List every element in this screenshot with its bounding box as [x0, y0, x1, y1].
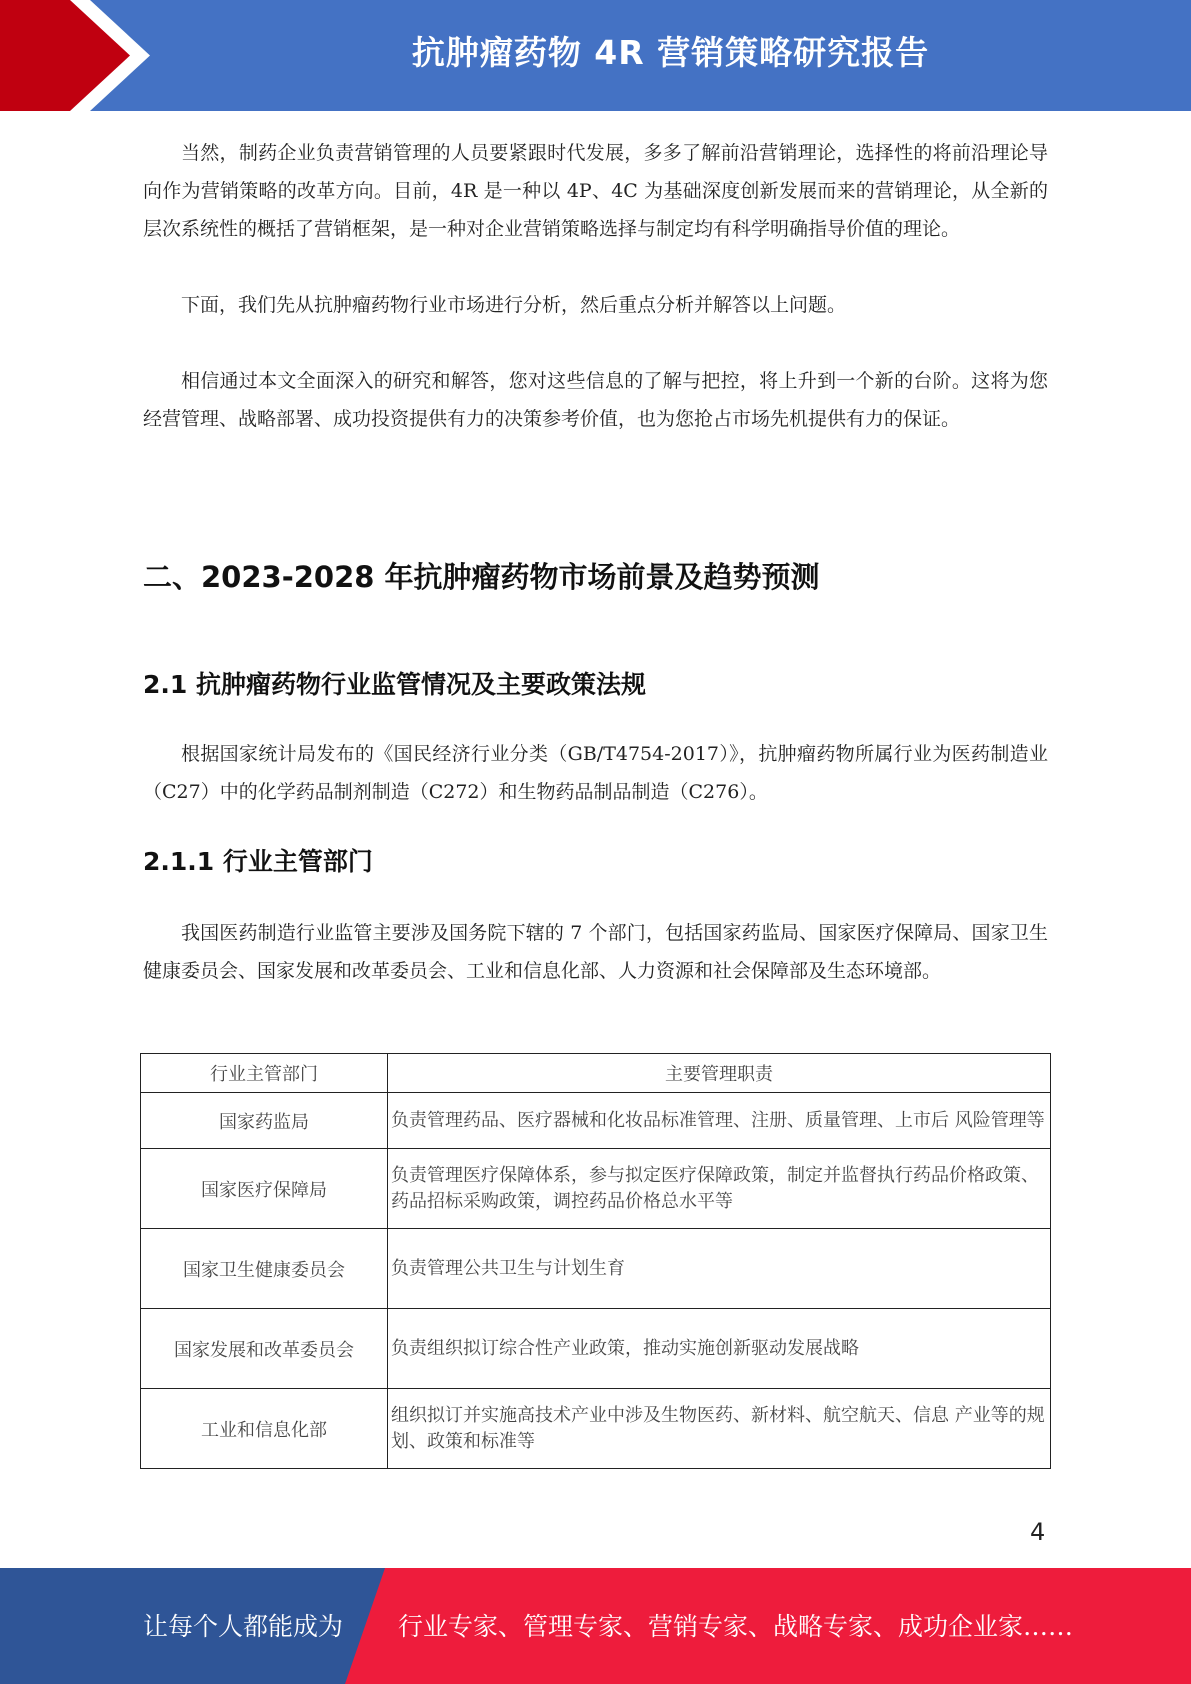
- table-cell-duty: 负责组织拟订综合性产业政策，推动实施创新驱动发展战略: [388, 1309, 1051, 1389]
- table-cell-dept: 国家卫生健康委员会: [141, 1229, 388, 1309]
- paragraph-regulators: 我国医药制造行业监管主要涉及国务院下辖的 7 个部门，包括国家药监局、国家医疗保障局、国家卫生健康委员会、国家发展和改革委员会、工业和信息化部、人力资源和社会保障部及生态环境部。: [143, 922, 1048, 982]
- table-cell-dept: 国家发展和改革委员会: [141, 1309, 388, 1389]
- table-cell-dept: 工业和信息化部: [141, 1389, 388, 1469]
- table-cell-dept: 国家药监局: [141, 1093, 388, 1149]
- table-header-row: [141, 1054, 1051, 1093]
- regulator-table: [140, 1053, 1051, 1469]
- chevron-arrow-icon: [0, 0, 150, 111]
- page-footer: [0, 1568, 1191, 1684]
- table-row: [141, 1149, 1051, 1229]
- intro-section: [143, 134, 1048, 438]
- table-row: [141, 1389, 1051, 1469]
- table-row: [141, 1229, 1051, 1309]
- table-cell-dept: 国家医疗保障局: [141, 1149, 388, 1229]
- paragraph-analysis-plan: 下面，我们先从抗肿瘤药物行业市场进行分析，然后重点分析并解答以上问题。: [181, 294, 847, 316]
- table-header-dept: 行业主管部门: [141, 1054, 388, 1093]
- footer-slogan-left: 让每个人都能成为: [143, 1612, 344, 1641]
- table-header-duty: 主要管理职责: [388, 1054, 1051, 1093]
- report-title: 抗肿瘤药物 4R 营销策略研究报告: [411, 33, 930, 72]
- table-cell-duty: 组织拟订并实施高技术产业中涉及生物医药、新材料、航空航天、信息 产业等的规划、政策和标准等: [388, 1389, 1051, 1469]
- table-row: [141, 1093, 1051, 1149]
- table-cell-duty: 负责管理公共卫生与计划生育: [388, 1229, 1051, 1309]
- paragraph-industry-classification: 根据国家统计局发布的《国民经济行业分类（GB/T4754-2017）》，抗肿瘤药物所属行业为医药制造业（C27）中的化学药品制剂制造（C272）和生物药品制品制造（C276）。: [143, 743, 1048, 803]
- paragraph-marketing-theory: 当然，制药企业负责营销管理的人员要紧跟时代发展，多多了解前沿营销理论，选择性的将前沿理论导向作为营销策略的改革方向。目前，4R 是一种以 4P、4C 为基础深度创新发展而来的营销理论，从全新的层次系统性的概括了营销框架，是一种对企业营销策略选择与制定均有科学明确指导价值的理论。: [143, 142, 1048, 240]
- table-cell-duty: 负责管理药品、医疗器械和化妆品标准管理、注册、质量管理、上市后 风险管理等: [388, 1093, 1051, 1149]
- page-number: 4: [1030, 1518, 1046, 1546]
- footer-slogan-right: 行业专家、管理专家、营销专家、战略专家、成功企业家……: [398, 1612, 1074, 1641]
- section-heading-2-1-1: 2.1.1 行业主管部门: [143, 847, 373, 876]
- section-heading-2: 二、2023-2028 年抗肿瘤药物市场前景及趋势预测: [143, 560, 820, 594]
- table-row: [141, 1309, 1051, 1389]
- page-header: [0, 0, 1191, 111]
- section-heading-2-1: 2.1 抗肿瘤药物行业监管情况及主要政策法规: [143, 670, 646, 699]
- table-cell-duty: 负责管理医疗保障体系，参与拟定医疗保障政策，制定并监督执行药品价格政策、药品招标采购政策，调控药品价格总水平等: [388, 1149, 1051, 1229]
- paragraph-value: 相信通过本文全面深入的研究和解答，您对这些信息的了解与把控，将上升到一个新的台阶。这将为您经营管理、战略部署、成功投资提供有力的决策参考价值，也为您抢占市场先机提供有力的保证。: [143, 370, 1048, 430]
